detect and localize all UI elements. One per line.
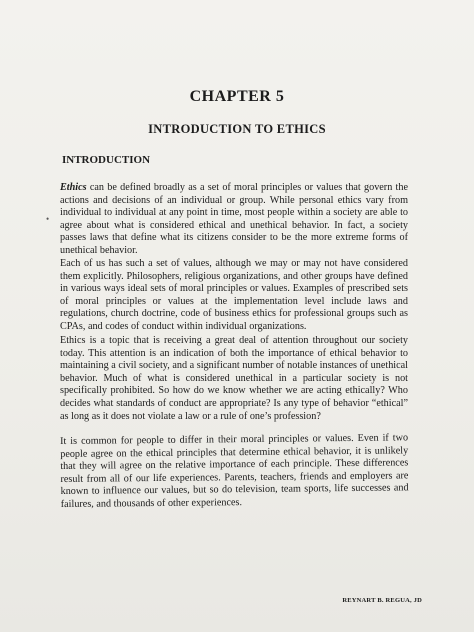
paragraph-1 [60,182,408,258]
margin-mark: • [46,214,50,224]
paragraph-4 [60,432,409,511]
chapter-number: CHAPTER 5 [189,88,285,105]
paragraph-text: Ethics is a topic that is receiving a great deal of attention throughout our society today. This attention is an indication of both the importance of ethical behavior to maintaining a civil society, and a significant number of notable instances of unethical behavior. Much of what is considered unethical in a particular society is not specifically prohibited. So how do we know whether we are acting ethically? Who decides what standards of conduct are appropriate? Is any type of behavior “ethical” as long as it does not violate a law or a rule of one’s profession? [60,335,408,422]
section-heading: INTRODUCTION [62,154,151,166]
paragraph-lead-term: Ethics [60,182,87,193]
paragraph-2 [60,258,408,334]
paragraph-text: can be defined broadly as a set of moral principles or values that govern the actions and decisions of an individual or group. While personal ethics vary from individual to individual at any point in time, most people within a society are able to agree about what is considered ethical and unethical behavior. In fact, a society passes laws that define what its citizens consider to be the more extreme forms of unethical behavior. [60,182,408,256]
paragraph-3 [60,335,408,423]
paragraph-text: Each of us has such a set of values, although we may or may not have considered them explicitly. Philosophers, religious organizations, and other groups have defined in various ways ideal sets of moral principles or values. Examples of prescribed sets of moral principles or values at the implementation level include laws and regulations, church doctrine, code of business ethics for professional groups such as CPAs, and codes of conduct within individual organizations. [60,258,408,332]
footer-author: REYNART B. REGUA, JD [342,597,422,604]
paragraph-text: It is common for people to differ in their moral principles or values. Even if two people agree on the ethical principles that determine ethical behavior, it is unlikely that they will agree on the relative importance of each principle. These differences result from all of our life experiences. Parents, teachers, friends and employers are known to influence our values, but so do television, team sports, life successes and failures, and thousands of other experiences. [60,432,409,510]
chapter-title: INTRODUCTION TO ETHICS [148,122,326,136]
